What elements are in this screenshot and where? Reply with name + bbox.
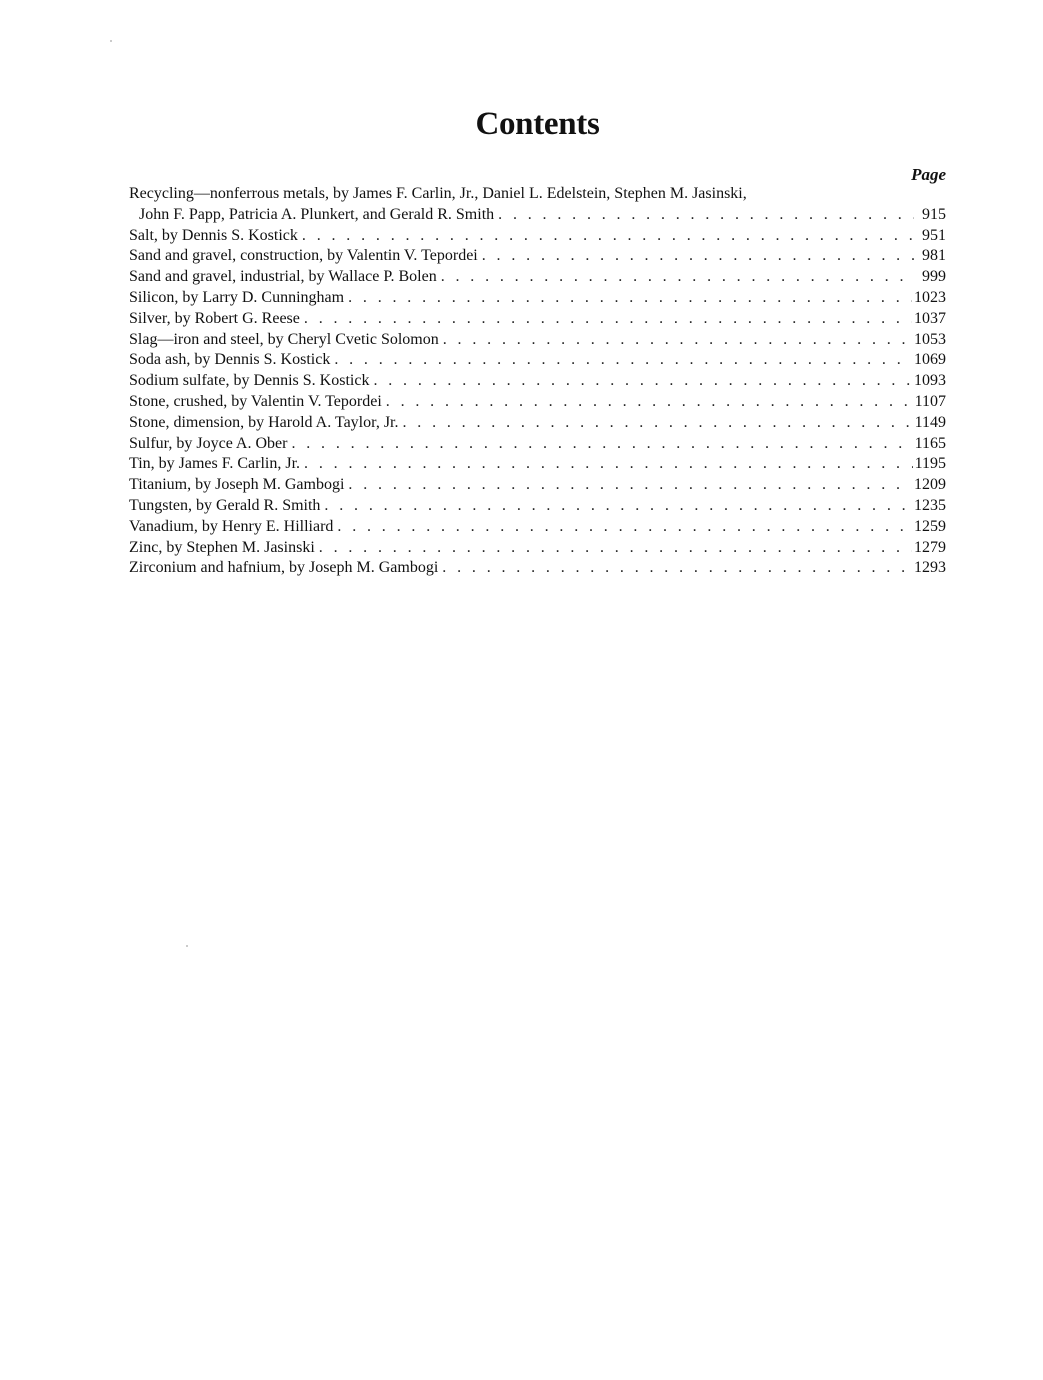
toc-entry-title: Zinc, by Stephen M. Jasinski (129, 538, 315, 556)
toc-entry (129, 496, 946, 517)
toc-entry (129, 371, 946, 392)
toc-entry (129, 205, 946, 226)
toc-entry-page: 1279 (914, 538, 946, 556)
toc-entry-line (129, 184, 946, 205)
toc-entry (129, 288, 946, 309)
toc-entry-title: Silver, by Robert G. Reese (129, 309, 300, 327)
toc-entry-title: Recycling—nonferrous metals, by James F. Carlin, Jr., Daniel L. Edelstein, Stephen M. Jasinski, (129, 185, 747, 202)
dot-leader (302, 226, 914, 247)
toc-entry-page: 1235 (914, 496, 946, 514)
toc-entry-page: 1259 (914, 517, 946, 535)
toc-entry-title: Vanadium, by Henry E. Hilliard (129, 517, 334, 535)
toc-entry (129, 558, 946, 579)
toc-entry-title: Silicon, by Larry D. Cunningham (129, 288, 345, 306)
toc-entry (129, 517, 946, 538)
toc-entry-page: 915 (922, 205, 946, 223)
dot-leader (348, 475, 912, 496)
dot-leader (348, 288, 912, 309)
toc-entry-page: 1069 (914, 351, 946, 369)
toc-entry-title: Sand and gravel, industrial, by Wallace P. Bolen (129, 268, 437, 286)
toc-entry (129, 267, 946, 288)
toc-entry-page: 1053 (914, 330, 946, 348)
toc-entry-title: Soda ash, by Dennis S. Kostick (129, 351, 331, 369)
dot-leader (402, 413, 912, 434)
toc-entry-title: Tungsten, by Gerald R. Smith (129, 496, 321, 514)
scan-speck (110, 40, 112, 42)
toc-entry (129, 434, 946, 455)
toc-entry-title: Sand and gravel, construction, by Valentin V. Tepordei (129, 247, 478, 265)
toc-entry-page: 951 (922, 226, 946, 244)
dot-leader (334, 350, 912, 371)
toc-entry-title: Slag—iron and steel, by Cheryl Cvetic Solomon (129, 330, 439, 348)
toc-entry-page: 1293 (914, 559, 946, 577)
toc-entry-title: Titanium, by Joseph M. Gambogi (129, 476, 345, 494)
dot-leader (324, 496, 912, 517)
toc-entry (129, 454, 946, 475)
dot-leader (304, 454, 913, 475)
toc-entry (129, 475, 946, 496)
toc-entry-page: 1149 (914, 413, 946, 431)
toc-entry-title: Sodium sulfate, by Dennis S. Kostick (129, 372, 370, 390)
toc-entry (129, 538, 946, 559)
toc-entry-page: 1023 (914, 288, 946, 306)
toc-entry-page: 1037 (914, 309, 946, 327)
toc-entry-title: Sulfur, by Joyce A. Ober (129, 434, 288, 452)
table-of-contents (129, 184, 946, 579)
page-column-header: Page (911, 165, 946, 184)
toc-entry-title: Stone, dimension, by Harold A. Taylor, Jr. (129, 413, 399, 431)
toc-entry (129, 246, 946, 267)
dot-leader (291, 434, 912, 455)
toc-entry-page: 1209 (914, 476, 946, 494)
toc-entry-title: Zirconium and hafnium, by Joseph M. Gambogi (129, 559, 439, 577)
toc-entry-page: 1165 (914, 434, 946, 452)
dot-leader (386, 392, 913, 413)
toc-entry-title: Salt, by Dennis S. Kostick (129, 226, 298, 244)
toc-entry (129, 309, 946, 330)
toc-entry (129, 392, 946, 413)
toc-entry-title: Stone, crushed, by Valentin V. Tepordei (129, 392, 382, 410)
toc-entry-page: 1093 (914, 372, 946, 390)
toc-entry-title: Tin, by James F. Carlin, Jr. (129, 455, 301, 473)
toc-entry-page: 1195 (914, 455, 946, 473)
toc-entry (129, 350, 946, 371)
dot-leader (373, 371, 912, 392)
dot-leader (498, 205, 914, 226)
toc-entry-page: 981 (922, 247, 946, 265)
toc-entry (129, 330, 946, 351)
dot-leader (482, 246, 914, 267)
dot-leader (443, 330, 912, 351)
toc-entry-title: John F. Papp, Patricia A. Plunkert, and Gerald R. Smith (139, 205, 495, 223)
page-title: Contents (475, 106, 600, 142)
dot-leader (442, 558, 912, 579)
toc-entry (129, 413, 946, 434)
toc-entry (129, 226, 946, 247)
toc-entry-page: 1107 (914, 392, 946, 410)
dot-leader (319, 538, 912, 559)
dot-leader (337, 517, 912, 538)
dot-leader (441, 267, 914, 288)
toc-entry-page: 999 (922, 268, 946, 286)
dot-leader (304, 309, 912, 330)
scan-speck (186, 945, 188, 947)
